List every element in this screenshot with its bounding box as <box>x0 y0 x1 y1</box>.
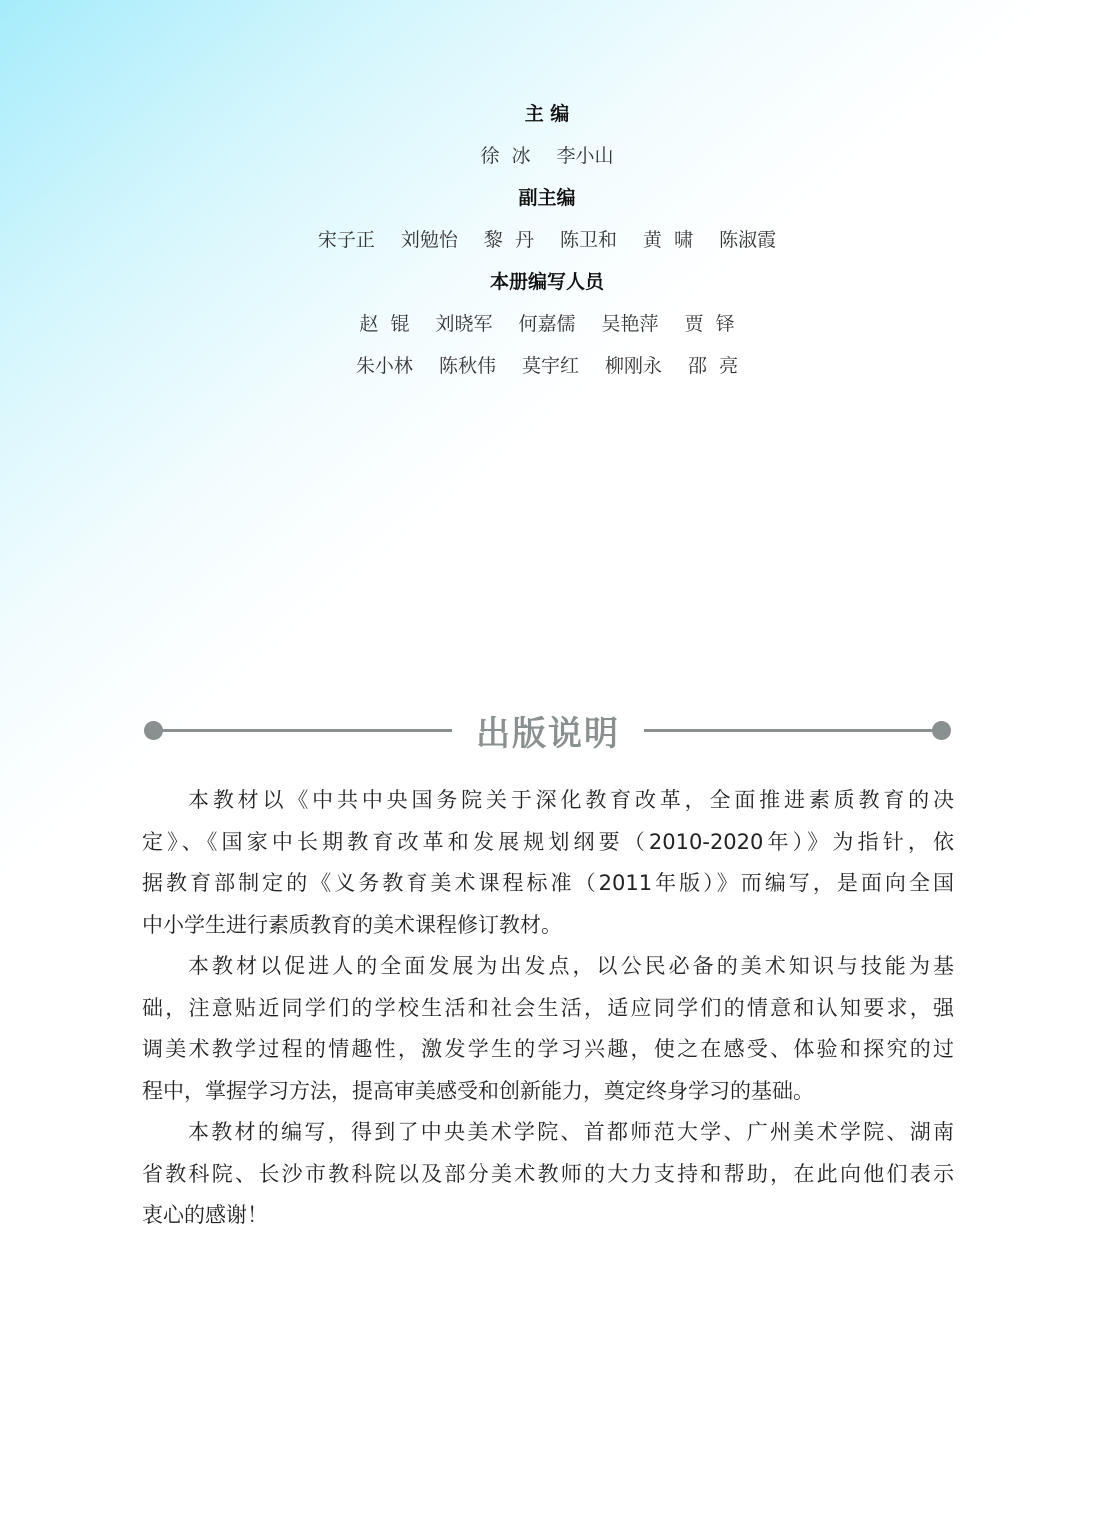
text-line: 础，注意贴近同学们的学校生活和社会生活，适应同学们的情意和认知要求，强 <box>142 995 954 1020</box>
paragraph <box>142 1112 954 1237</box>
text-line: 本教材以《中共中央国务院关于深化教育改革，全面推进素质教育的决 <box>188 788 954 812</box>
chief-editors <box>0 142 1094 170</box>
name: 吴艳萍 <box>601 313 659 335</box>
name: 莫宇红 <box>521 355 579 377</box>
name: 邵 亮 <box>687 355 739 377</box>
name: 陈淑霞 <box>719 229 777 251</box>
text-line: 衷心的感谢！ <box>142 1203 268 1227</box>
name: 赵 锟 <box>359 313 410 335</box>
text-line: 程中，掌握学习方法，提高审美感受和创新能力，奠定终身学习的基础。 <box>142 1078 814 1103</box>
name: 李小山 <box>556 145 614 167</box>
name: 柳刚永 <box>604 355 662 377</box>
name: 刘勉怡 <box>400 229 458 251</box>
name: 陈卫和 <box>560 229 618 251</box>
chief-editor-heading: 主 编 <box>524 103 570 125</box>
text-line: 中小学生进行素质教育的美术课程修订教材。 <box>142 912 562 937</box>
name: 何嘉儒 <box>518 313 576 335</box>
section-title: 出版说明 <box>476 714 620 754</box>
text-line: 据教育部制定的《义务教育美术课程标准（2011年版）》而编写，是面向全国 <box>142 871 954 895</box>
text-line: 省教科院、长沙市教科院以及部分美术教师的大力支持和帮助，在此向他们表示 <box>142 1161 954 1186</box>
divider-line-right <box>644 729 942 732</box>
name: 徐 冰 <box>480 145 531 167</box>
paragraph <box>142 946 954 1112</box>
paragraph <box>142 780 954 946</box>
name: 陈秋伟 <box>438 355 496 377</box>
name: 朱小林 <box>355 355 413 377</box>
text-line: 调美术教学过程的情趣性，激发学生的学习兴趣，使之在感受、体验和探究的过 <box>142 1037 954 1061</box>
deputy-editor-heading: 副主编 <box>518 187 576 209</box>
text-line: 本教材的编写，得到了中央美术学院、首都师范大学、广州美术学院、湖南 <box>188 1120 954 1144</box>
name: 刘晓军 <box>435 313 493 335</box>
text-line: 定》、《国家中长期教育改革和发展规划纲要（2010-2020年）》为指针，依 <box>142 829 954 854</box>
name: 黄 啸 <box>643 229 694 251</box>
section-divider <box>142 712 954 754</box>
credits <box>0 100 1094 394</box>
writers-row-2 <box>0 352 1094 380</box>
publication-notes <box>142 780 954 1237</box>
divider-dot-right <box>932 721 951 740</box>
writers-row-1 <box>0 310 1094 338</box>
writers-heading: 本册编写人员 <box>489 271 604 293</box>
text-line: 本教材以促进人的全面发展为出发点，以公民必备的美术知识与技能为基 <box>188 954 954 978</box>
deputy-editors <box>0 226 1094 254</box>
name: 贾 铎 <box>684 313 735 335</box>
name: 黎 丹 <box>483 229 534 251</box>
name: 宋子正 <box>317 229 375 251</box>
